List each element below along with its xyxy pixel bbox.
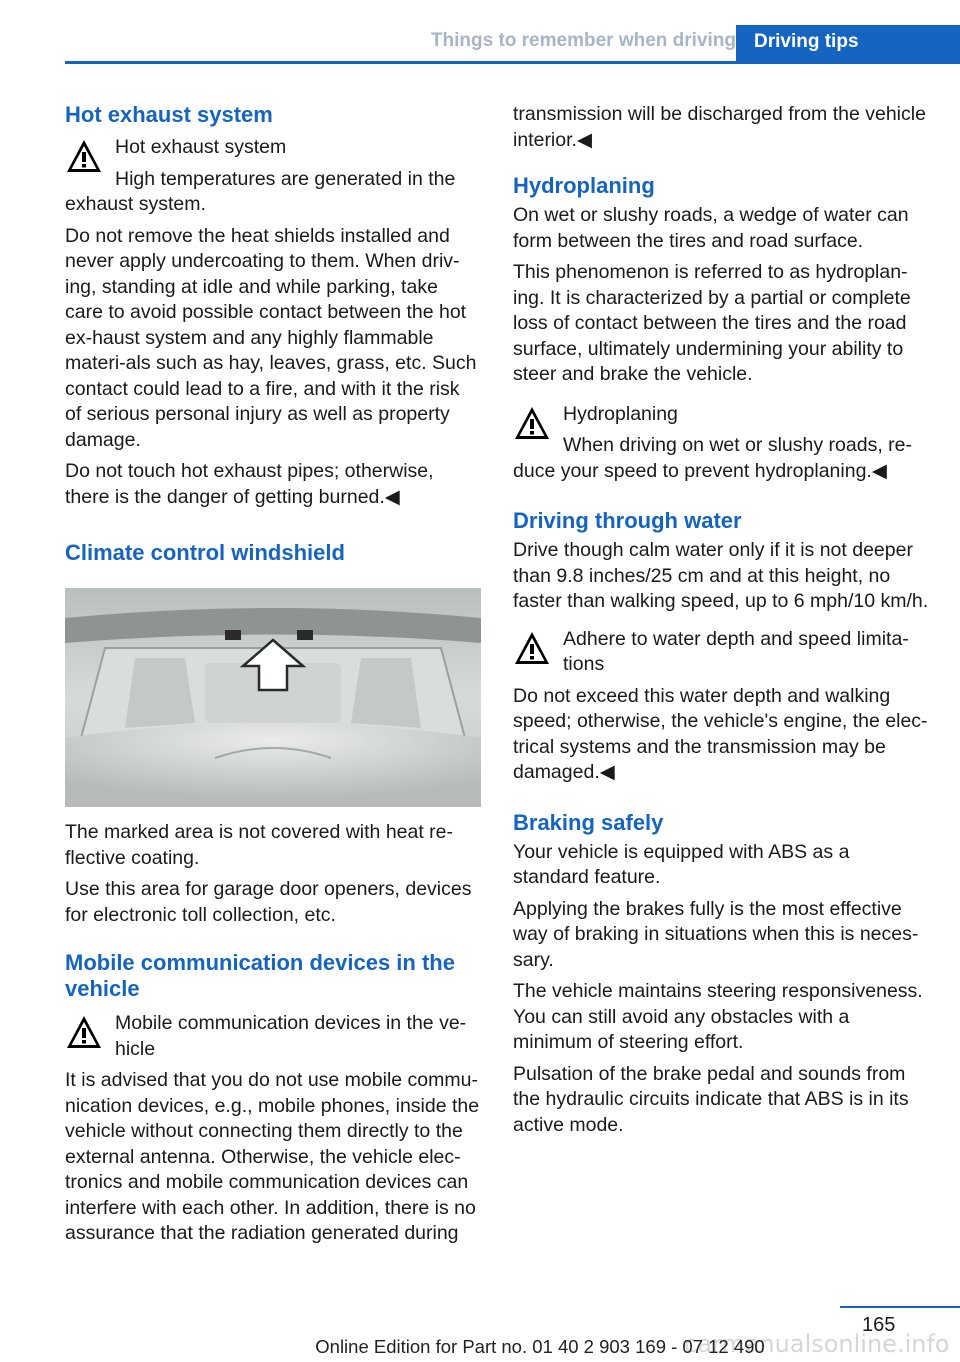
heading-braking-safely: Braking safely bbox=[513, 809, 664, 835]
warning-mobile-devices bbox=[65, 1011, 481, 1062]
footer-rule bbox=[840, 1306, 960, 1308]
header-chapter-tab[interactable]: Driving tips bbox=[736, 25, 960, 62]
footer-edition bbox=[0, 1336, 960, 1358]
heading-hot-exhaust: Hot exhaust system bbox=[65, 102, 273, 127]
heading-hydroplaning: Hydroplaning bbox=[513, 173, 655, 198]
paragraph: Do not exceed this water depth and walking speed; otherwise, the vehicle's engine, the elec‐trical systems and the transmission may be damaged.◀ bbox=[513, 684, 928, 783]
warning-text-cont: exhaust system. bbox=[65, 193, 206, 215]
warning-title: Hydroplaning bbox=[563, 402, 678, 425]
paragraph: Pulsation of the brake pedal and sounds from the hydraulic circuits indicate that ABS is in its active mode. bbox=[513, 1062, 909, 1136]
paragraph: Do not remove the heat shields installed and never apply undercoating to them. When driv‐ing, standing at idle and while parking, take care to avoid possible contact between the hot ex‐haust system and any highly flammable materi‐als such as hay, leaves, grass, etc. Such contact could lead to a fire, and with it the risk of serious personal injury as well as property damage. bbox=[65, 224, 477, 451]
warning-text: High temperatures are generated in the bbox=[115, 167, 456, 190]
heading-driving-through-water: Driving through water bbox=[513, 508, 742, 533]
right-column bbox=[513, 102, 929, 1144]
warning-triangle-icon bbox=[65, 1013, 103, 1051]
paragraph: The marked area is not covered with heat re‐flective coating. bbox=[65, 821, 454, 869]
paragraph-continued: transmission will be discharged from the vehicle interior.◀ bbox=[513, 103, 926, 151]
paragraph: Applying the brakes fully is the most effective way of braking in situations when this is neces‐sary. bbox=[513, 897, 919, 971]
warning-title: Mobile communication devices in the ve‐hicle bbox=[115, 1012, 467, 1060]
warning-text: When driving on wet or slushy roads, re‐ bbox=[563, 434, 912, 456]
paragraph: On wet or slushy roads, a wedge of water can form between the tires and road surface. bbox=[513, 204, 909, 252]
page-number: 165 bbox=[862, 1314, 896, 1336]
heading-mobile-devices: Mobile communication devices in the vehicle bbox=[65, 950, 455, 1001]
warning-hydroplaning bbox=[513, 402, 929, 485]
footer-edition-text: Online Edition for Part no. 01 40 2 903 169 - 07 12 490 bbox=[315, 1336, 765, 1357]
warning-triangle-icon bbox=[513, 629, 551, 667]
heading-climate-windshield: Climate control windshield bbox=[65, 540, 345, 565]
warning-text-cont: duce your speed to prevent hydroplaning.◀ bbox=[513, 459, 887, 482]
paragraph: The vehicle maintains steering responsiveness. You can still avoid any obstacles with a minimum of steering effort. bbox=[513, 980, 923, 1053]
warning-hot-exhaust bbox=[65, 135, 481, 218]
watermark: carmanualsonline.info bbox=[684, 1330, 950, 1358]
paragraph: Do not touch hot exhaust pipes; otherwise, there is the danger of getting burned.◀ bbox=[65, 460, 434, 508]
warning-title: Adhere to water depth and speed limita‐tions bbox=[563, 627, 909, 675]
warning-title: Hot exhaust system bbox=[115, 136, 287, 158]
header-section-title: Things to remember when driving bbox=[430, 30, 736, 51]
paragraph: Drive though calm water only if it is not deeper than 9.8 inches/25 cm and at this height, no faster than walking speed, up to 6 mph/10 km/h. bbox=[513, 539, 929, 612]
paragraph: Use this area for garage door openers, devices for electronic toll collection, etc. bbox=[65, 878, 472, 926]
paragraph: Your vehicle is equipped with ABS as a standard feature. bbox=[513, 840, 850, 888]
left-column bbox=[65, 102, 481, 1253]
warning-triangle-icon bbox=[513, 404, 551, 442]
warning-water-depth bbox=[513, 627, 929, 678]
paragraph: It is advised that you do not use mobile commu‐nication devices, e.g., mobile phones, inside the vehicle without connecting them directly to the external antenna. Otherwise, the vehicle elec‐tronics and mobile communication devices can interfere with each other. In addition, there is no assurance that the radiation generated during bbox=[65, 1069, 480, 1244]
header-rule bbox=[65, 61, 960, 64]
windshield-photo bbox=[65, 588, 481, 807]
warning-triangle-icon bbox=[65, 137, 103, 175]
paragraph: This phenomenon is referred to as hydroplan‐ing. It is characterized by a partial or complete loss of contact between the tires and the road surface, ultimately undermining your ability to steer and brake the vehicle. bbox=[513, 261, 911, 385]
